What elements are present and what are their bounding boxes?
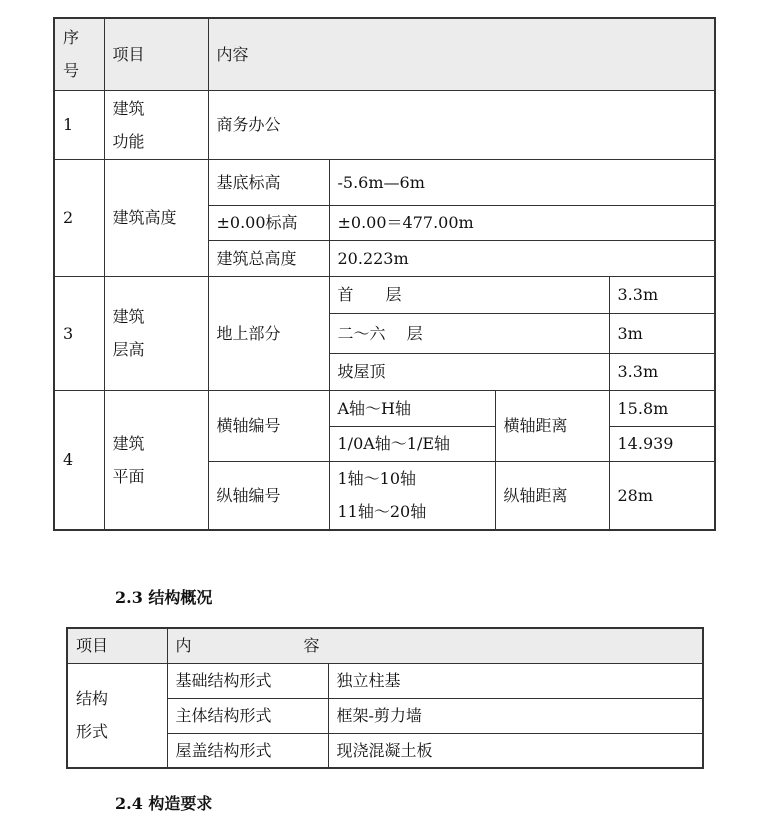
header-item: 项目 <box>104 18 208 90</box>
sub-value: 20.223m <box>329 240 715 276</box>
floor-value: 3.3m <box>609 353 715 390</box>
table-row <box>54 159 715 205</box>
sub-value: ±0.00＝477.00m <box>329 205 715 240</box>
row-item: 建筑层高 <box>104 276 208 390</box>
horiz-axis-label: 横轴编号 <box>208 390 329 461</box>
floor-value: 3.3m <box>609 276 715 313</box>
row-number: 3 <box>54 276 104 390</box>
row-value: 商务办公 <box>208 90 715 159</box>
header-item: 项目 <box>67 628 167 663</box>
vert-axis-value: 1轴～10轴 <box>337 469 417 489</box>
header-content: 内容 <box>208 18 715 90</box>
row-number: 1 <box>54 90 104 159</box>
vert-axis-value: 11轴～20轴 <box>337 502 427 522</box>
building-overview-table <box>53 17 716 531</box>
sub-label: 基底标高 <box>208 159 329 205</box>
table-header-row <box>54 18 715 90</box>
row-number: 2 <box>54 159 104 276</box>
row-number: 4 <box>54 390 104 530</box>
header-seq: 序号 <box>54 18 104 90</box>
structure-value: 独立柱基 <box>328 663 703 698</box>
vert-dist-label: 纵轴距离 <box>495 461 609 530</box>
sub-value: -5.6m—6m <box>329 159 715 205</box>
sub-label: ±0.00标高 <box>208 205 329 240</box>
table-row <box>54 390 715 426</box>
vert-axis-label: 纵轴编号 <box>208 461 329 530</box>
horiz-axis-value: 1/0A轴～1/E轴 <box>329 426 495 461</box>
structure-label: 主体结构形式 <box>167 698 328 733</box>
row-item: 建筑平面 <box>104 390 208 530</box>
horiz-dist-value: 15.8m <box>609 390 715 426</box>
floor-label: 坡屋顶 <box>329 353 609 390</box>
floor-label: 首 层 <box>329 276 609 313</box>
structure-label: 基础结构形式 <box>167 663 328 698</box>
sub-label: 建筑总高度 <box>208 240 329 276</box>
structure-label: 屋盖结构形式 <box>167 733 328 768</box>
vert-axis-values <box>329 461 495 530</box>
horiz-dist-label: 横轴距离 <box>495 390 609 461</box>
structure-value: 现浇混凝土板 <box>328 733 703 768</box>
table-header-row <box>67 628 703 663</box>
vert-dist-value: 28m <box>609 461 715 530</box>
floor-part: 地上部分 <box>208 276 329 390</box>
table-row <box>54 276 715 313</box>
table-row <box>67 663 703 698</box>
group-label: 结构形式 <box>67 663 167 768</box>
floor-label: 二～六 层 <box>329 313 609 353</box>
structure-value: 框架-剪力墙 <box>328 698 703 733</box>
header-content: 内 容 <box>167 628 703 663</box>
floor-value: 3m <box>609 313 715 353</box>
section-heading-2-4: 2.4 构造要求 <box>115 794 213 813</box>
row-item: 建筑高度 <box>104 159 208 276</box>
structure-overview-table <box>66 627 704 769</box>
section-heading-2-3: 2.3 结构概况 <box>115 588 213 607</box>
horiz-dist-value: 14.939 <box>609 426 715 461</box>
row-item: 建筑功能 <box>104 90 208 159</box>
table-row <box>54 90 715 159</box>
horiz-axis-value: A轴～H轴 <box>329 390 495 426</box>
